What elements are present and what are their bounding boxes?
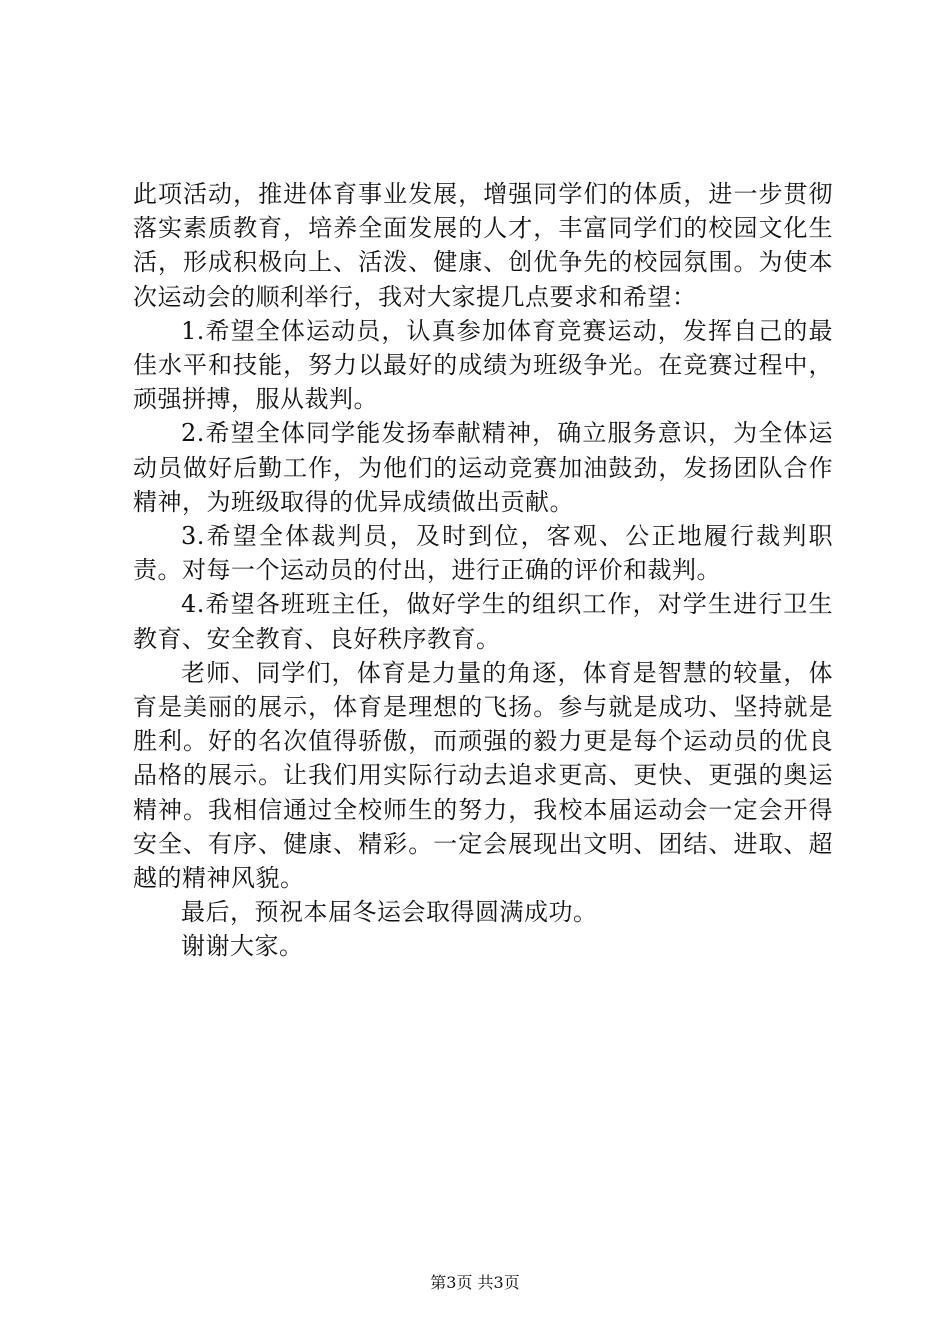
paragraph-intro: 此项活动，推进体育事业发展，增强同学们的体质，进一步贯彻落实素质教育，培养全面发展的人才，丰富同学们的校园文化生活，形成积极向上、活泼、健康、创优争先的校园氛围。为使本次运动会的顺利举行，我对大家提几点要求和希望：: [133, 180, 833, 311]
paragraph-item-4: 4.希望各班班主任，做好学生的组织工作，对学生进行卫生教育、安全教育、良好秩序教育。: [133, 590, 833, 653]
paragraph-closing-speech: 老师、同学们，体育是力量的角逐，体育是智慧的较量，体育是美丽的展示，体育是理想的飞扬。参与就是成功、坚持就是胜利。好的名次值得骄傲，而顽强的毅力更是每个运动员的优良品格的展示。让我们用实际行动去追求更高、更快、更强的奥运精神。我相信通过全校师生的努力，我校本届运动会一定会开得安全、有序、健康、精彩。一定会展现出文明、团结、进取、超越的精神风貌。: [133, 658, 833, 893]
paragraph-thanks: 谢谢大家。: [181, 932, 304, 961]
paragraph-item-3: 3.希望全体裁判员，及时到位，客观、公正地履行裁判职责。对每一个运动员的付出，进行正确的评价和裁判。: [133, 522, 833, 585]
paragraph-item-1: 1.希望全体运动员，认真参加体育竞赛运动，发挥自己的最佳水平和技能，努力以最好的成绩为班级争光。在竞赛过程中，顽强拼搏，服从裁判。: [133, 316, 833, 414]
document-body: [133, 177, 833, 964]
paragraph-wishes: 最后，预祝本届冬运会取得圆满成功。: [181, 898, 598, 927]
page-number-footer: 第3页 共3页: [430, 1273, 520, 1292]
paragraph-item-2: 2.希望全体同学能发扬奉献精神，确立服务意识，为全体运动员做好后勤工作，为他们的运动竞赛加油鼓劲，发扬团队合作精神，为班级取得的优异成绩做出贡献。: [133, 419, 833, 516]
